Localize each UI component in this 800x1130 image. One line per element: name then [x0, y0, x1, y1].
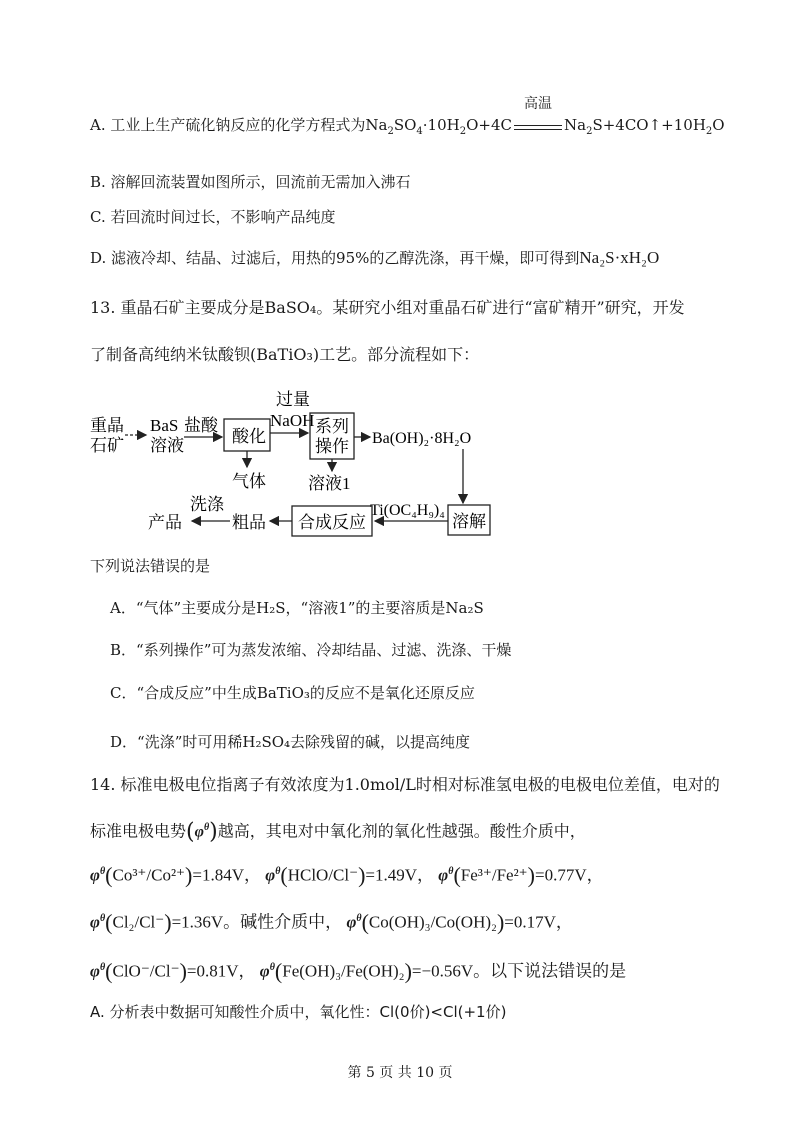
q13-option-c: C．“合成反应”中生成BaTiO₃的反应不是氧化还原反应: [110, 684, 475, 702]
q13-stem-line1: 13. 重晶石矿主要成分是BaSO₄。某研究小组对重晶石矿进行“富矿精开”研究，开发: [90, 298, 685, 317]
flow-synthesis-box: 合成反应: [298, 513, 366, 532]
flow-bas-line2: 溶液: [150, 436, 184, 455]
flow-gas-label: 气体: [232, 472, 266, 491]
flow-naoh-line2: NaOH: [270, 411, 315, 430]
flow-start-line1: 重晶: [90, 416, 124, 435]
flow-product-label: 产品: [148, 513, 182, 532]
q13-stem-line2: 了制备高纯纳米钛酸钡(BaTiO₃)工艺。部分流程如下：: [90, 345, 480, 364]
q13-option-a: A．“气体”主要成分是H₂S，“溶液1”的主要溶质是Na₂S: [110, 599, 484, 617]
flow-wash-label: 洗涤: [190, 495, 224, 514]
q14-values-row2: $\varphi^\theta(Cl_2/Cl^-)=1.36V$。碱性介质中， $\varphi^\theta(Co(OH)_3/Co(OH)_2)=0.17V$，: [90, 909, 573, 935]
flow-start-line2: 石矿: [90, 436, 124, 455]
q14-stem-line1: 14. 标准电极电位指离子有效浓度为1.0mol/L时相对标准氢电极的电极电位差值，电对的: [90, 775, 720, 794]
high-temp-condition: 高温: [514, 116, 562, 130]
flow-dissolve-box: 溶解: [452, 512, 486, 531]
flow-series-line1: 系列: [315, 417, 349, 436]
q12-option-d: D. 滤液冷却、结晶、过滤后，用热的95%的乙醇洗涤，再干燥，即可得到Na₂S·xH₂O: [90, 248, 660, 267]
q14-values-row1: $\varphi^\theta(Co^{3+}/Co^{2+})=1.84V$， $\varphi^\theta(HClO/Cl^-)=1.49V$， $\varphi^\theta(Fe^{3+}/Fe^{2+})=0.77V$，: [90, 862, 604, 888]
q14-stem-line2: 标准电极电势$(\varphi^\theta)$越高，其电对中氧化剂的氧化性越强。酸性介质中，: [90, 819, 586, 845]
flow-solution1-label: 溶液1: [308, 474, 351, 493]
q13-flowchart: [80, 385, 520, 545]
q13-ask: 下列说法错误的是: [90, 557, 211, 575]
flow-hcl-label: 盐酸: [184, 416, 218, 435]
flow-bas-line1: BaS: [150, 416, 179, 435]
q14-values-row3: $\varphi^\theta(ClO^-/Cl^-)=0.81V$， $\varphi^\theta(Fe(OH)_3/Fe(OH)_2)=-0.56V$。以下说法错误的是: [90, 958, 627, 984]
q12-option-c: C. 若回流时间过长，不影响产品纯度: [90, 208, 336, 226]
flow-tioc-label: Ti(OC₄H₉)₄: [370, 502, 445, 519]
q12-option-b: B. 溶解回流装置如图所示，回流前无需加入沸石: [90, 173, 411, 191]
q12-option-a: A. 工业上生产硫化钠反应的化学方程式为$Na_2SO_4\cdot 10H_2O+4C$ 高温 $Na_2S+4CO↑+10H_2O$: [90, 96, 725, 137]
q13-option-b: B．“系列操作”可为蒸发浓缩、冷却结晶、过滤、洗涤、干燥: [110, 641, 512, 659]
flow-naoh-line1: 过量: [276, 390, 310, 409]
page-footer: 第 5 页 共 10 页: [347, 1065, 453, 1081]
flow-baoh-label: Ba(OH)₂·8H₂O: [372, 430, 472, 447]
flow-acidify-box: 酸化: [232, 427, 266, 446]
q13-option-d: D．“洗涤”时可用稀H₂SO₄去除残留的碱，以提高纯度: [110, 733, 471, 751]
q14-option-a: A. 分析表中数据可知酸性介质中，氧化性：Cl(0价)<Cl(+1价): [90, 1003, 507, 1021]
flow-crude-label: 粗品: [232, 513, 266, 532]
flow-series-line2: 操作: [315, 437, 349, 456]
